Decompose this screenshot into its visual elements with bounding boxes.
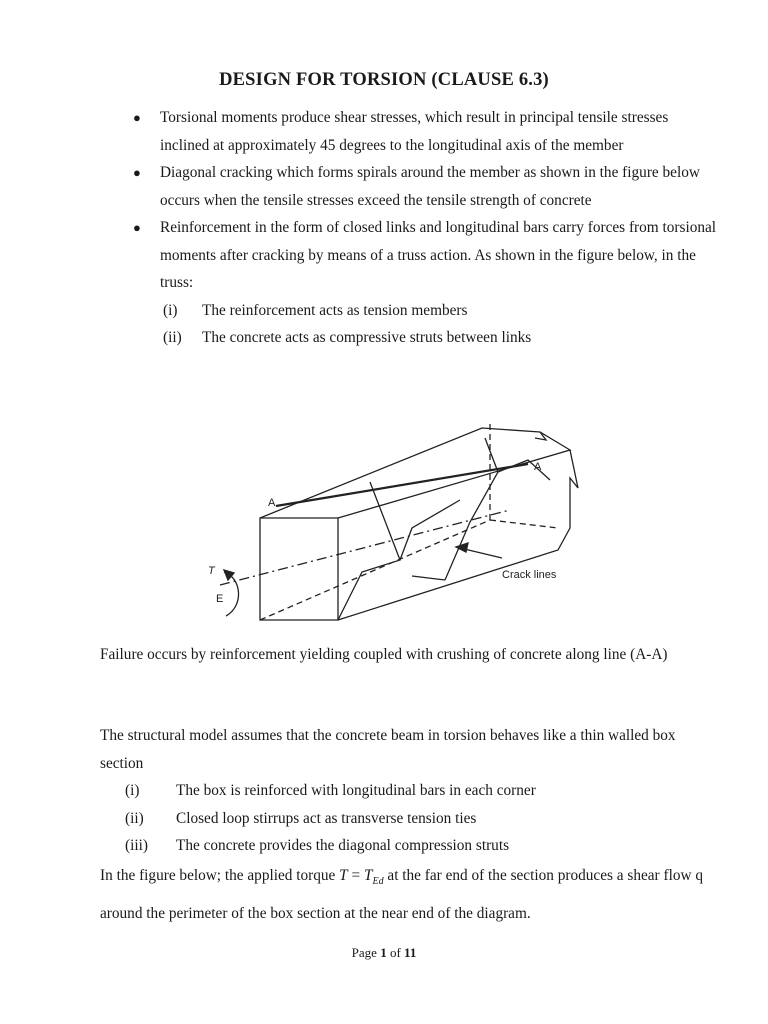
crack-line: [400, 500, 460, 560]
truss-item-text: The concrete acts as compressive struts between links: [202, 329, 532, 346]
torque-paragraph: [100, 860, 710, 930]
hidden-edge-bottom: [260, 520, 490, 620]
bullet-item: [130, 214, 720, 297]
model-item-text: Closed loop stirrups act as transverse tension ties: [176, 809, 477, 827]
model-item-number: (iii): [125, 837, 148, 854]
model-item-text: The box is reinforced with longitudinal bars in each corner: [176, 782, 536, 799]
page-footer: [0, 945, 768, 961]
beam-break-edge: [535, 432, 546, 440]
bullet-icon: ●: [133, 110, 141, 125]
footer-total-pages: 11: [404, 945, 417, 960]
bullet-item: [130, 104, 720, 159]
hidden-edge-back: [490, 520, 558, 528]
truss-item-number: (i): [163, 301, 178, 319]
footer-of-word: of: [386, 945, 405, 960]
equation-t: T: [339, 867, 348, 884]
torque-paragraph-start: In the figure below; the applied torque: [100, 867, 340, 884]
equation-equals: =: [347, 867, 364, 884]
bullet-list: [130, 104, 720, 352]
torque-arc: [224, 572, 239, 616]
beam-top-face: [260, 428, 570, 518]
truss-item-number: (ii): [163, 329, 182, 346]
crack-line: [412, 576, 445, 580]
beam-diagram: [190, 410, 630, 630]
footer-page-word: Page: [351, 945, 381, 960]
failure-paragraph: Failure occurs by reinforcement yielding coupled with crushing of concrete along line (A-A): [100, 646, 668, 663]
model-section: [100, 722, 710, 860]
bullet-text: Torsional moments produce shear stresses, which result in principal tensile stresses inclined at approximately 45 degrees to the longitudinal axis of the member: [160, 109, 669, 154]
bullet-item: [130, 159, 720, 214]
equation-ted: T: [363, 867, 373, 884]
bullet-icon: ●: [133, 165, 141, 180]
label-a-left: A: [268, 497, 276, 509]
truss-item: [130, 297, 720, 325]
bullet-text: Reinforcement in the form of closed links and longitudinal bars carry forces from torsional moments after cracking by means of a truss action. As shown in the figure below, in the truss:: [160, 219, 717, 291]
bullet-text: Diagonal cracking which forms spirals around the member as shown in the figure below occurs when the tensile stresses exceed the tensile strength of concrete: [160, 164, 700, 209]
footer-page-number: 1: [380, 945, 387, 960]
label-torque: T: [208, 565, 215, 577]
model-paragraph: The structural model assumes that the concrete beam in torsion behaves like a thin walled box section: [100, 727, 676, 772]
label-crack-lines: Crack lines: [502, 569, 557, 581]
torsion-beam-figure: [190, 410, 630, 630]
model-item-number: (i): [125, 782, 140, 799]
model-item: [100, 777, 710, 805]
equation-subscript: Ed: [372, 876, 384, 888]
torque-paragraph-end: at the far end of the section produces a shear flow q around the perimeter of the box section at the near end of the diagram.: [100, 867, 703, 923]
beam-front-face: [260, 518, 338, 620]
bullet-icon: ●: [133, 220, 141, 235]
model-item-text: The concrete provides the diagonal compression struts: [176, 837, 510, 854]
label-e: E: [216, 593, 224, 605]
label-a-right: A: [534, 461, 542, 473]
truss-item: [130, 324, 720, 352]
page-title: DESIGN FOR TORSION (CLAUSE 6.3): [219, 70, 549, 90]
model-item: [100, 832, 710, 860]
truss-item-text: The reinforcement acts as tension members: [202, 301, 468, 319]
model-item: [100, 805, 710, 833]
model-item-number: (ii): [125, 809, 144, 827]
